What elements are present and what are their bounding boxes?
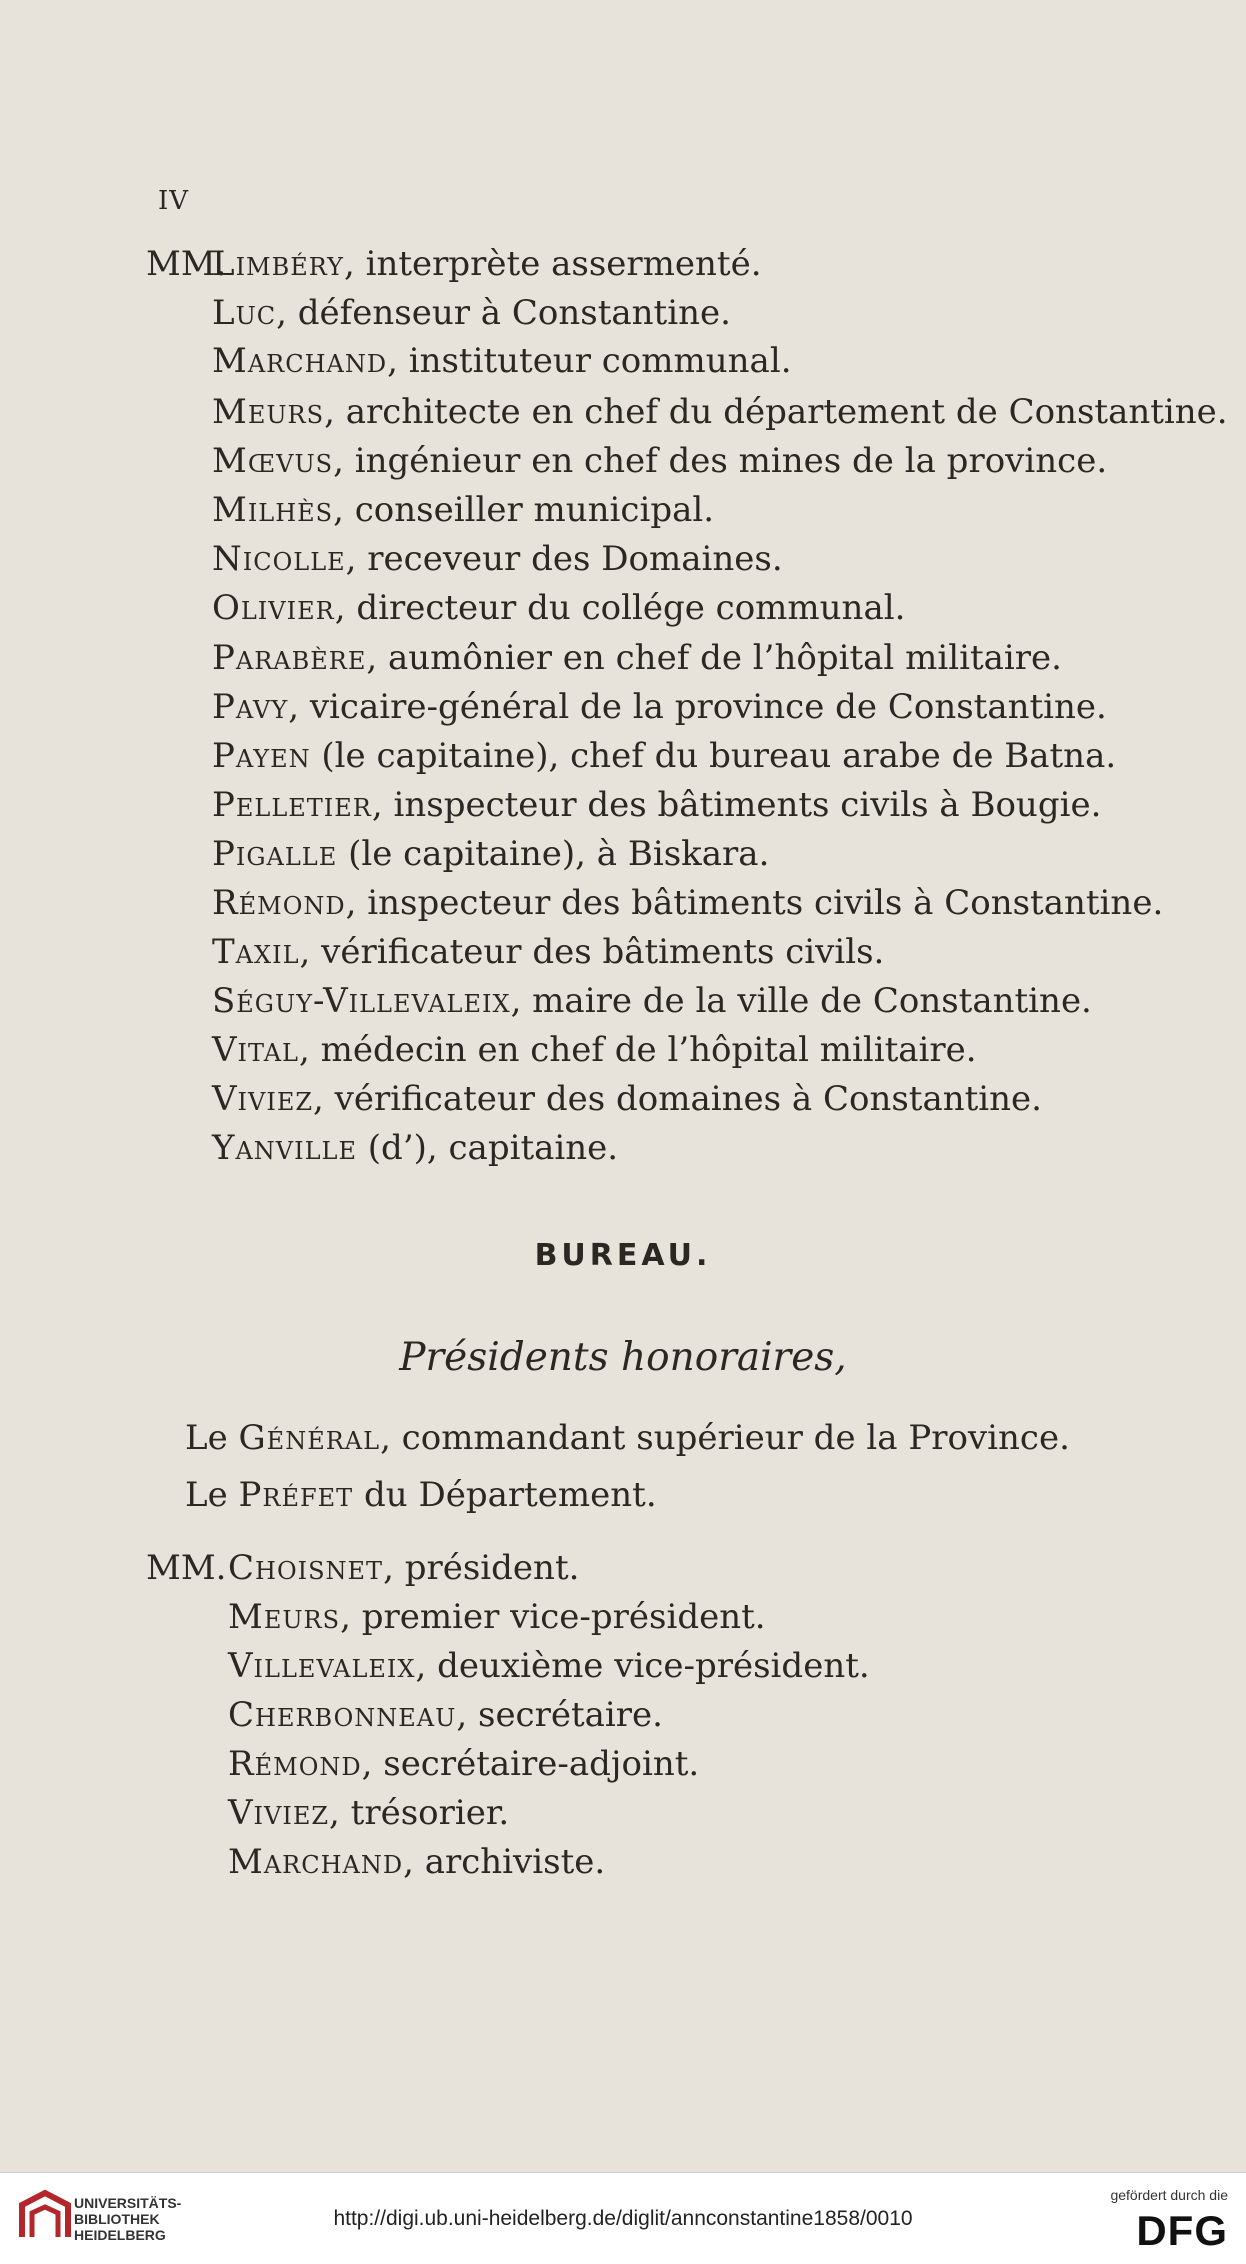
list-item (212, 293, 731, 333)
list-item (185, 1418, 1070, 1458)
bureau-role: , secrétaire-adjoint. (361, 1744, 700, 1784)
library-name-line: UNIVERSITÄTS- (74, 2195, 182, 2211)
member-role: , médecin en chef de l’hôpital militaire. (299, 1030, 977, 1070)
footer-bar (0, 2172, 1246, 2264)
list-item (212, 1030, 977, 1070)
members-prefix: MM. (146, 244, 227, 284)
list-item (212, 490, 714, 530)
bureau-name: Rémond (228, 1744, 362, 1784)
member-role: , interprète assermenté. (343, 244, 762, 284)
bureau-prefix: MM. (146, 1548, 227, 1588)
bureau-name: Meurs (228, 1597, 341, 1637)
list-item (228, 1597, 766, 1637)
member-role: , directeur du collége communal. (334, 588, 906, 628)
list-item (212, 736, 1116, 776)
list-item (212, 392, 1228, 432)
list-item (228, 1695, 663, 1735)
member-role: , aumônier en chef de l’hôpital militaire. (366, 638, 1062, 678)
member-role: (le capitaine), à Biskara. (337, 834, 770, 874)
member-name: Pelletier (212, 785, 372, 825)
member-role: , ingénieur en chef des mines de la province. (333, 441, 1108, 481)
member-role: (le capitaine), chef du bureau arabe de Batna. (310, 736, 1117, 776)
member-name: Pavy (212, 687, 289, 727)
list-item (212, 785, 1101, 825)
bureau-name: Viviez (228, 1793, 330, 1833)
list-item (228, 1744, 699, 1784)
bureau-name: Marchand (228, 1842, 404, 1882)
member-name: Viviez (212, 1079, 314, 1119)
member-role: , vicaire-général de la province de Constantine. (288, 687, 1107, 727)
bureau-name: Choisnet (228, 1548, 384, 1588)
list-item (212, 687, 1107, 727)
honorary-role: , commandant supérieur de la Province. (380, 1418, 1070, 1458)
list-item (212, 588, 905, 628)
bureau-role: , archiviste. (403, 1842, 606, 1882)
list-item (212, 834, 769, 874)
honorary-presidents-heading: Présidents honoraires, (399, 1335, 847, 1380)
member-role: , maire de la ville de Constantine. (510, 981, 1092, 1021)
list-item (228, 1842, 605, 1882)
list-item (212, 981, 1092, 1021)
member-role: (d’), capitaine. (356, 1128, 619, 1168)
bureau-name: Villevaleix (228, 1646, 416, 1686)
bureau-role: , secrétaire. (456, 1695, 663, 1735)
permalink-url[interactable]: http://digi.ub.uni-heidelberg.de/diglit/annconstantine1858/0010 (333, 2207, 913, 2230)
bureau-name: Cherbonneau (228, 1695, 457, 1735)
member-name: Luc (212, 293, 277, 333)
funded-by-text: gefördert durch die (1110, 2187, 1228, 2203)
list-item (228, 1548, 579, 1588)
member-name: Parabère (212, 638, 367, 678)
library-name-line: BIBLIOTHEK (74, 2211, 160, 2227)
honorary-role: du Département. (353, 1475, 657, 1515)
list-item (185, 1475, 657, 1515)
member-name: Taxil (212, 932, 300, 972)
member-role: , inspecteur des bâtiments civils à Constantine. (345, 883, 1164, 923)
bureau-role: , premier vice-président. (340, 1597, 766, 1637)
member-name: Limbéry (212, 244, 344, 284)
member-name: Payen (212, 736, 311, 776)
list-item (228, 1646, 870, 1686)
member-name: Meurs (212, 392, 325, 432)
list-item (212, 244, 762, 284)
member-role: , défenseur à Constantine. (276, 293, 731, 333)
list-item (212, 883, 1163, 923)
member-name: Marchand (212, 341, 388, 381)
list-item (212, 441, 1107, 481)
member-role: , conseiller municipal. (333, 490, 715, 530)
member-name: Vital (212, 1030, 299, 1070)
list-item (212, 1128, 618, 1168)
member-name: Nicolle (212, 539, 346, 579)
dfg-logo: DFG (1136, 2207, 1228, 2254)
honorary-prefix: Le (185, 1475, 239, 1515)
member-role: , receveur des Domaines. (345, 539, 783, 579)
member-name: Rémond (212, 883, 346, 923)
honorary-name: Général (238, 1418, 381, 1458)
list-item (212, 1079, 1042, 1119)
member-name: Yanville (212, 1128, 357, 1168)
member-name: Séguy-Villevaleix (212, 981, 511, 1021)
member-name: Olivier (212, 588, 335, 628)
list-item (212, 341, 792, 381)
member-name: Mœvus (212, 441, 334, 481)
member-name: Pigalle (212, 834, 338, 874)
list-item (228, 1793, 509, 1833)
member-role: , architecte en chef du département de Constantine. (324, 392, 1228, 432)
list-item (212, 932, 884, 972)
member-role: , inspecteur des bâtiments civils à Bougie. (371, 785, 1102, 825)
bureau-heading: BUREAU. (534, 1238, 712, 1273)
honorary-name: Préfet (238, 1475, 354, 1515)
page-number: IV (158, 186, 190, 216)
list-item (212, 638, 1062, 678)
member-name: Milhès (212, 490, 334, 530)
list-item (212, 539, 783, 579)
library-name-line: HEIDELBERG (74, 2227, 166, 2243)
bureau-role: , deuxième vice-président. (415, 1646, 870, 1686)
bureau-role: , président. (383, 1548, 580, 1588)
honorary-prefix: Le (185, 1418, 239, 1458)
member-role: , vérificateur des domaines à Constantine. (313, 1079, 1042, 1119)
member-role: , vérificateur des bâtiments civils. (299, 932, 885, 972)
bureau-role: , trésorier. (329, 1793, 510, 1833)
member-role: , instituteur communal. (387, 341, 792, 381)
